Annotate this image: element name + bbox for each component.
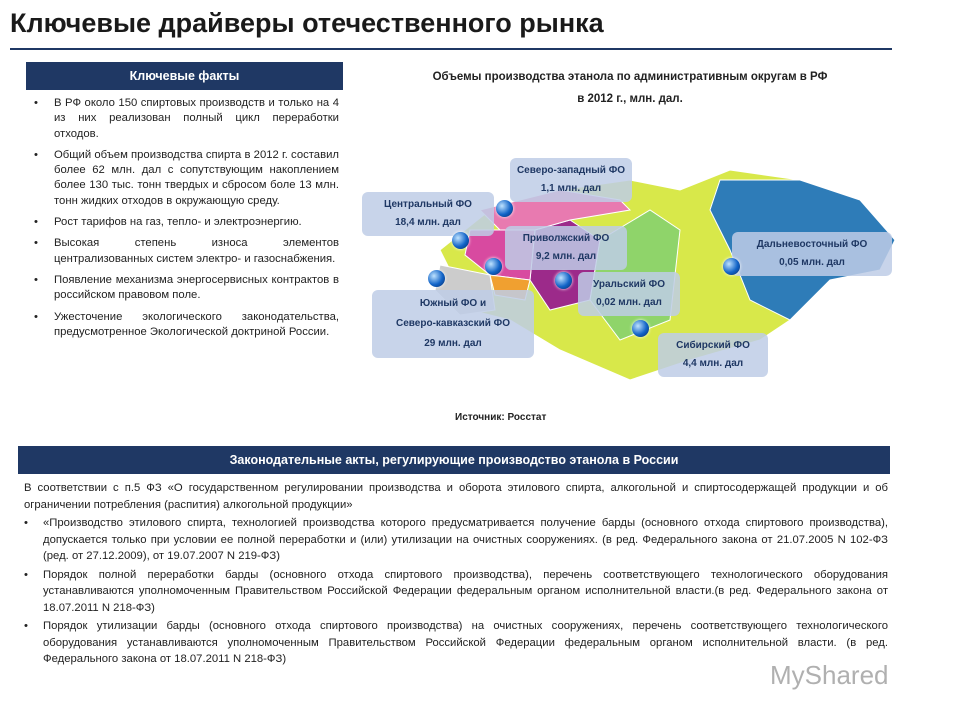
watermark-logo: MyShared	[770, 660, 889, 690]
region-label-central	[362, 192, 494, 236]
law-list	[24, 515, 888, 668]
law-header: Законодательные акты, регулирующие производство этанола в России	[18, 446, 890, 474]
region-value: 9,2 млн. дал	[535, 251, 597, 262]
region-name-2: Северо-кавказский ФО	[396, 318, 510, 329]
law-section	[24, 480, 888, 670]
region-value: 4,4 млн. дал	[682, 358, 744, 369]
fact-item: • Ужесточение экологического законодательства, предусмотренное Экологической доктриной России.	[34, 310, 339, 341]
map-title-line1: Объемы производства этанола по административным округам в РФ	[432, 71, 828, 83]
law-item: • «Производство этилового спирта, технологией производства которого предусматривается получение барды (основного отхода спиртового производства), допускается только при условии ее полной переработки и (или) утилизации на очистных сооружениях. (в ред. Федерального закона от 21.07.2005 N 102-ФЗ (ред. от 27.12.2009), от 19.07.2007 N 219-ФЗ)	[24, 515, 888, 565]
region-name: Сибирский ФО	[676, 340, 750, 351]
fact-item: • В РФ около 150 спиртовых производств и только на 4 из них реализован полный цикл переработки отходов.	[34, 96, 339, 142]
map-pin-icon	[555, 272, 572, 289]
region-value: 18,4 млн. дал	[395, 217, 461, 228]
region-label-ural	[578, 272, 680, 316]
facts-header: Ключевые факты	[26, 62, 343, 90]
fact-item: • Появление механизма энергосервисных контрактов в российском правовом поле.	[34, 273, 339, 304]
fact-item: • Рост тарифов на газ, тепло- и электроэнергию.	[34, 215, 339, 230]
region-value: 0,02 млн. дал	[596, 297, 662, 308]
law-item: • Порядок полной переработки барды (основного отхода спиртового производства), перечень соответствующего технологического оборудования устанавливаются уполномоченным Правительством Российской Федерации федеральным органом исполнительной власти.(в ред. Федерального закона от 18.07.2011 N 218-ФЗ)	[24, 567, 888, 617]
region-value: 1,1 млн. дал	[540, 183, 602, 194]
region-label-siberia	[658, 333, 768, 377]
map-pin-icon	[485, 258, 502, 275]
region-label-south	[372, 290, 534, 358]
region-value: 29 млн. дал	[424, 338, 482, 349]
page-title: Ключевые драйверы отечественного рынка	[10, 8, 604, 38]
region-label-northwest	[510, 158, 632, 202]
region-name: Центральный ФО	[384, 199, 472, 210]
map-source: Источник: Росстат	[455, 412, 547, 423]
region-name: Приволжский ФО	[522, 233, 610, 244]
region-name: Северо-западный ФО	[516, 165, 626, 176]
map-title-line2: в 2012 г., млн. дал.	[577, 93, 683, 105]
fact-item: • Общий объем производства спирта в 2012 г. составил более 62 млн. дал с сопутствующим накоплением более 130 тыс. тонн твердых и сбросом боле 13 млн. тонн жидких отходов в окружающую среду.	[34, 148, 339, 209]
map-pin-icon	[632, 320, 649, 337]
law-item: • Порядок утилизации барды (основного отхода спиртового производства) на очистных сооружениях, перечень соответствующего технологического оборудования устанавливаются уполномоченным Правительством Российской Федерации федеральным органом исполнительной власти. (в ред. Федерального закона от 18.07.2011 N 218-ФЗ)	[24, 618, 888, 668]
region-value: 0,05 млн. дал	[779, 257, 845, 268]
fact-item: • Высокая степень износа элементов централизованных систем электро- и газоснабжения.	[34, 236, 339, 267]
map-pin-icon	[428, 270, 445, 287]
map-pin-icon	[452, 232, 469, 249]
region-label-fareast	[732, 232, 892, 276]
law-intro: В соответствии с п.5 ФЗ «О государственном регулировании производства и оборота этилового спирта, алкогольной и спиртосодержащей продукции и об ограничении потребления (распития) алкогольной продукции»	[24, 482, 888, 511]
map-pin-icon	[723, 258, 740, 275]
region-label-volga	[505, 226, 627, 270]
region-name: Дальневосточный ФО	[756, 239, 868, 250]
title-divider	[10, 48, 892, 50]
map-title	[370, 66, 890, 110]
facts-list	[34, 96, 339, 346]
region-name: Южный ФО и	[419, 298, 487, 309]
russia-map	[360, 150, 900, 410]
region-name: Уральский ФО	[593, 279, 665, 290]
map-pin-icon	[496, 200, 513, 217]
